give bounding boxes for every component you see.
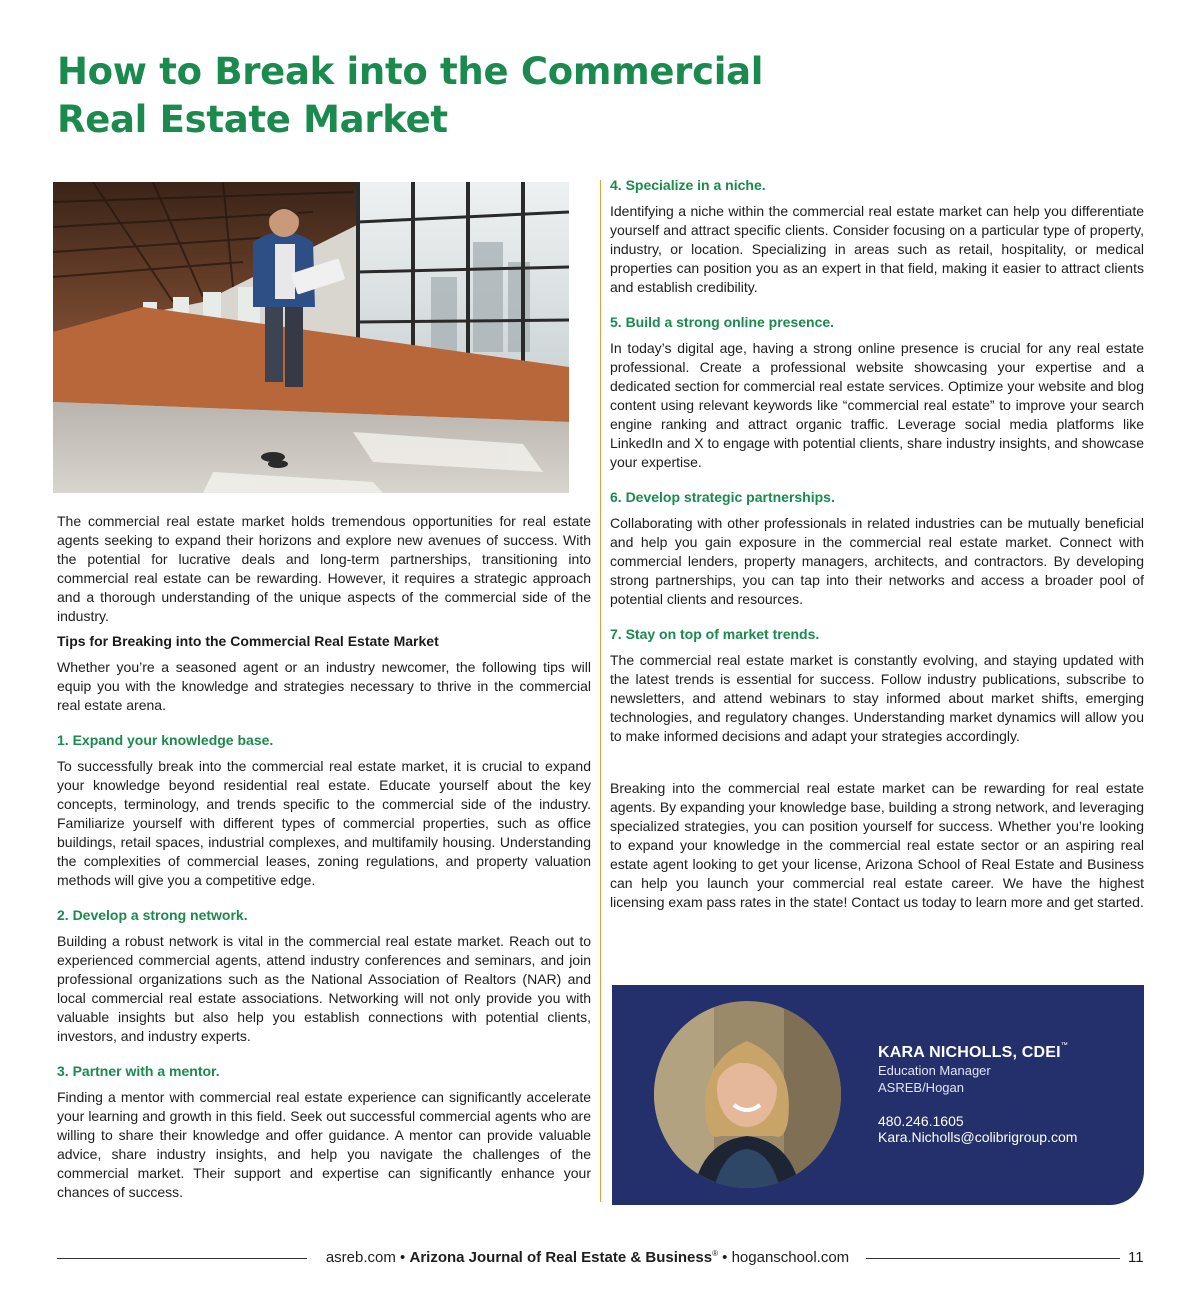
column-divider (600, 180, 601, 1202)
article-title-line-1: How to Break into the Commercial (57, 50, 764, 93)
right-column (610, 176, 1144, 912)
tip-1-heading: 1. Expand your knowledge base. (57, 732, 274, 748)
hero-photo (53, 182, 569, 493)
tip-6-heading: 6. Develop strategic partnerships. (610, 489, 835, 505)
author-job-title: Education Manager (878, 1063, 991, 1078)
footer-journal-name: Arizona Journal of Real Estate & Business (409, 1249, 713, 1266)
footer-separator: • (400, 1249, 406, 1266)
article-title (57, 48, 817, 144)
tip-5-body: In today’s digital age, having a strong online presence is crucial for any real estate professional. Create a professional website showcasing your expertise and a dedicated section for commercial real estate services. Optimize your website and blog content using relevant keywords like “commercial real estate” to improve your search engine ranking and attract organic traffic. Leverage social media platforms like LinkedIn and X to engage with potential clients, share industry insights, and showcase your expertise. (610, 340, 1144, 470)
footer-separator: • (722, 1249, 728, 1266)
tip-4-heading: 4. Specialize in a niche. (610, 177, 766, 193)
tips-intro-paragraph: Whether you’re a seasoned agent or an industry newcomer, the following tips will equip you with the knowledge and strategies necessary to thrive in the commercial real estate arena. (57, 659, 591, 713)
tip-7-body: The commercial real estate market is constantly evolving, and staying updated with the latest trends is essential for success. Follow industry publications, subscribe to newsletters, and attend webinars to stay informed about market shifts, emerging technologies, and regulatory changes. Understanding market dynamics will allow you to make informed decisions and adapt your strategies accordingly. (610, 652, 1144, 744)
footer-site-asreb[interactable]: asreb.com (325, 1249, 396, 1266)
author-phone: 480.246.1605 (878, 1113, 964, 1129)
footer-rule-right (866, 1258, 1120, 1259)
tip-4-body: Identifying a niche within the commercial real estate market can help you differentiate yourself and attract specific clients. Consider focusing on a particular type of property, industry, or location. Specializing in areas such as retail, hospitality, or medical properties can position you as an expert in that field, making it easier to attract clients and establish credibility. (610, 203, 1144, 295)
registered-symbol: ® (712, 1249, 718, 1258)
author-card (612, 985, 1144, 1205)
tip-6-body: Collaborating with other professionals in related industries can be mutually beneficial and help you gain exposure in the commercial real estate market. Connect with commercial lenders, property managers, architects, and contractors. By developing strong partnerships, you can tap into their networks and access a broader pool of potential clients and resources. (610, 515, 1144, 607)
tip-3-heading: 3. Partner with a mentor. (57, 1063, 220, 1079)
left-column (57, 512, 591, 1202)
author-email: Kara.Nicholls@colibrigroup.com (878, 1129, 1078, 1145)
author-organization: ASREB/Hogan (878, 1080, 964, 1095)
footer-site-hogan[interactable]: hoganschool.com (731, 1249, 850, 1266)
tip-7-heading: 7. Stay on top of market trends. (610, 626, 820, 642)
author-name: KARA NICHOLLS, CDEI™ (878, 1042, 1068, 1061)
page-number: 11 (1128, 1249, 1144, 1266)
intro-paragraph: The commercial real estate market holds tremendous opportunities for real estate agents seeking to expand their horizons and explore new avenues of success. With the potential for lucrative deals and long-term partnerships, transitioning into commercial real estate can be rewarding. However, it requires a strategic approach and a thorough understanding of the unique aspects of the commercial side of the industry. (57, 513, 591, 624)
trademark-symbol: ™ (1060, 1042, 1068, 1049)
tip-3-body: Finding a mentor with commercial real estate experience can significantly accelerate your learning and growth in this field. Seek out successful commercial agents who are willing to share their knowledge and offer guidance. A mentor can provide valuable advice, share industry insights, and help you navigate the challenges of the commercial market. Their support and expertise can significantly enhance your chances of success. (57, 1089, 591, 1200)
conclusion-paragraph: Breaking into the commercial real estate market can be rewarding for real estate agents. By expanding your knowledge base, building a strong network, and leveraging specialized strategies, you can position yourself for success. Whether you’re looking to expand your knowledge in the commercial real estate sector or an aspiring real estate agent looking to get your license, Arizona School of Real Estate and Business can help you launch your commercial real estate career. We have the highest licensing exam pass rates in the state! Contact us today to learn more and get started. (610, 780, 1144, 910)
author-portrait (654, 1001, 841, 1188)
tip-5-heading: 5. Build a strong online presence. (610, 314, 835, 330)
tip-2-heading: 2. Develop a strong network. (57, 907, 248, 923)
tip-1-body: To successfully break into the commercial real estate market, it is crucial to expand your knowledge beyond residential real estate. Educate yourself about the key concepts, terminology, and trends specific to the commercial side of the industry. Familiarize yourself with different types of commercial properties, such as office buildings, retail spaces, industrial complexes, and multifamily housing. Understanding the complexities of commercial leases, zoning regulations, and property valuation methods will give you a competitive edge. (57, 758, 591, 888)
tips-heading: Tips for Breaking into the Commercial Real Estate Market (57, 633, 439, 649)
article-title-line-2: Real Estate Market (57, 98, 448, 141)
footer-rule-left (57, 1258, 307, 1259)
tip-2-body: Building a robust network is vital in the commercial real estate market. Reach out to experienced commercial agents, attend industry conferences and seminars, and join professional organizations such as the National Association of Realtors (NAR) and local commercial real estate associations. Networking will not only provide you with valuable insights but also help you establish connections with potential clients, investors, and industry experts. (57, 933, 591, 1044)
footer-text (315, 1249, 860, 1266)
